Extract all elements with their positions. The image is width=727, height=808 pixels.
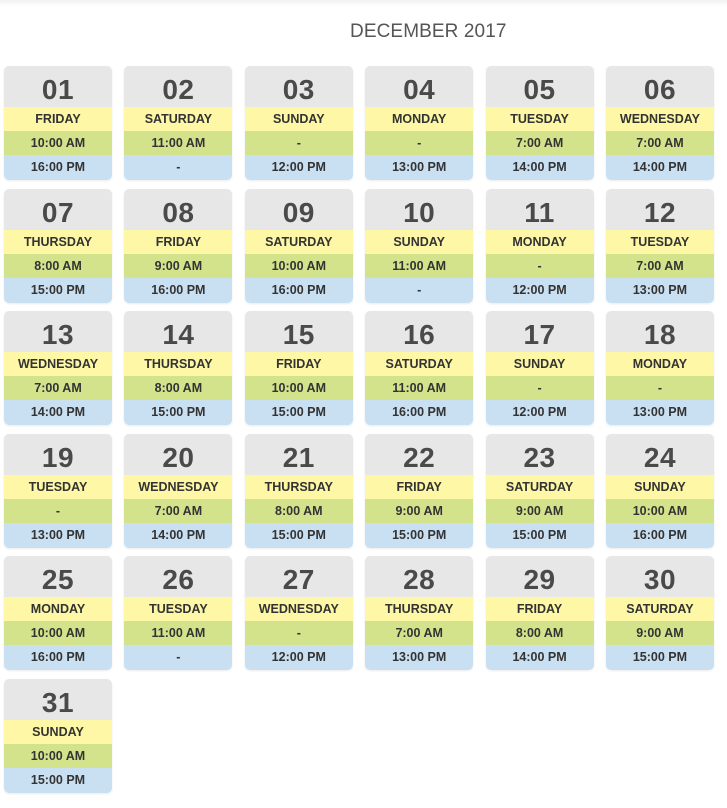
day-number: 13 [4, 311, 112, 352]
afternoon-time: 13:00 PM [4, 523, 112, 548]
weekday-label: TUESDAY [606, 230, 714, 254]
weekday-label: WEDNESDAY [245, 597, 353, 621]
weekday-label: MONDAY [4, 597, 112, 621]
afternoon-time: 15:00 PM [606, 645, 714, 670]
day-card[interactable] [486, 189, 594, 303]
morning-time: 7:00 AM [365, 621, 473, 645]
day-number: 24 [606, 434, 714, 475]
day-number: 28 [365, 556, 473, 597]
day-card[interactable] [4, 556, 112, 670]
weekday-label: THURSDAY [124, 352, 232, 376]
weekday-label: FRIDAY [124, 230, 232, 254]
morning-time: 7:00 AM [486, 131, 594, 155]
afternoon-time: 16:00 PM [4, 155, 112, 180]
afternoon-time: - [124, 155, 232, 180]
morning-time: - [245, 621, 353, 645]
day-card[interactable] [486, 311, 594, 425]
day-card[interactable] [606, 434, 714, 548]
day-number: 11 [486, 189, 594, 230]
weekday-label: SATURDAY [245, 230, 353, 254]
afternoon-time: 12:00 PM [486, 278, 594, 303]
day-card[interactable] [365, 66, 473, 180]
weekday-label: TUESDAY [486, 107, 594, 131]
day-number: 18 [606, 311, 714, 352]
day-number: 21 [245, 434, 353, 475]
morning-time: 10:00 AM [245, 254, 353, 278]
day-number: 15 [245, 311, 353, 352]
afternoon-time: 12:00 PM [245, 645, 353, 670]
afternoon-time: 12:00 PM [486, 400, 594, 425]
afternoon-time: 12:00 PM [245, 155, 353, 180]
day-card[interactable] [4, 311, 112, 425]
top-divider [0, 0, 727, 6]
day-card[interactable] [245, 66, 353, 180]
morning-time: - [486, 376, 594, 400]
day-number: 29 [486, 556, 594, 597]
weekday-label: SATURDAY [606, 597, 714, 621]
morning-time: 10:00 AM [4, 744, 112, 768]
day-card[interactable] [606, 66, 714, 180]
day-card[interactable] [245, 556, 353, 670]
day-card[interactable] [124, 434, 232, 548]
afternoon-time: 16:00 PM [245, 278, 353, 303]
morning-time: 9:00 AM [365, 499, 473, 523]
day-card[interactable] [486, 434, 594, 548]
weekday-label: SUNDAY [245, 107, 353, 131]
afternoon-time: 14:00 PM [606, 155, 714, 180]
day-number: 02 [124, 66, 232, 107]
afternoon-time: - [365, 278, 473, 303]
weekday-label: WEDNESDAY [4, 352, 112, 376]
day-card[interactable] [245, 434, 353, 548]
morning-time: 10:00 AM [606, 499, 714, 523]
weekday-label: TUESDAY [124, 597, 232, 621]
day-card[interactable] [245, 189, 353, 303]
day-card[interactable] [4, 679, 112, 793]
morning-time: 9:00 AM [124, 254, 232, 278]
morning-time: 9:00 AM [606, 621, 714, 645]
afternoon-time: 14:00 PM [486, 645, 594, 670]
morning-time: 7:00 AM [4, 376, 112, 400]
afternoon-time: 13:00 PM [365, 155, 473, 180]
day-number: 05 [486, 66, 594, 107]
weekday-label: THURSDAY [365, 597, 473, 621]
afternoon-time: 15:00 PM [245, 400, 353, 425]
weekday-label: FRIDAY [4, 107, 112, 131]
day-card[interactable] [606, 189, 714, 303]
afternoon-time: 16:00 PM [124, 278, 232, 303]
morning-time: - [4, 499, 112, 523]
morning-time: 11:00 AM [124, 131, 232, 155]
day-card[interactable] [365, 556, 473, 670]
weekday-label: SUNDAY [365, 230, 473, 254]
day-number: 04 [365, 66, 473, 107]
day-number: 03 [245, 66, 353, 107]
weekday-label: THURSDAY [4, 230, 112, 254]
day-card[interactable] [4, 434, 112, 548]
weekday-label: SATURDAY [365, 352, 473, 376]
weekday-label: TUESDAY [4, 475, 112, 499]
weekday-label: MONDAY [365, 107, 473, 131]
morning-time: 9:00 AM [486, 499, 594, 523]
day-card[interactable] [124, 66, 232, 180]
day-number: 27 [245, 556, 353, 597]
morning-time: 7:00 AM [606, 254, 714, 278]
day-number: 08 [124, 189, 232, 230]
morning-time: 8:00 AM [4, 254, 112, 278]
day-card[interactable] [245, 311, 353, 425]
morning-time: 8:00 AM [245, 499, 353, 523]
day-number: 01 [4, 66, 112, 107]
morning-time: 7:00 AM [606, 131, 714, 155]
day-card[interactable] [606, 556, 714, 670]
weekday-label: WEDNESDAY [606, 107, 714, 131]
afternoon-time: 13:00 PM [365, 645, 473, 670]
day-number: 20 [124, 434, 232, 475]
morning-time: 10:00 AM [4, 131, 112, 155]
weekday-label: FRIDAY [486, 597, 594, 621]
weekday-label: THURSDAY [245, 475, 353, 499]
weekday-label: SUNDAY [606, 475, 714, 499]
weekday-label: WEDNESDAY [124, 475, 232, 499]
day-number: 25 [4, 556, 112, 597]
morning-time: 10:00 AM [4, 621, 112, 645]
day-number: 14 [124, 311, 232, 352]
day-number: 17 [486, 311, 594, 352]
afternoon-time: - [124, 645, 232, 670]
morning-time: - [606, 376, 714, 400]
day-card[interactable] [4, 66, 112, 180]
morning-time: - [486, 254, 594, 278]
morning-time: 8:00 AM [124, 376, 232, 400]
month-title: DECEMBER 2017 [350, 21, 507, 42]
day-card[interactable] [124, 311, 232, 425]
weekday-label: SUNDAY [486, 352, 594, 376]
weekday-label: MONDAY [606, 352, 714, 376]
weekday-label: FRIDAY [365, 475, 473, 499]
day-number: 31 [4, 679, 112, 720]
afternoon-time: 13:00 PM [606, 278, 714, 303]
day-number: 12 [606, 189, 714, 230]
day-card[interactable] [606, 311, 714, 425]
day-number: 26 [124, 556, 232, 597]
morning-time: 11:00 AM [365, 254, 473, 278]
afternoon-time: 16:00 PM [4, 645, 112, 670]
afternoon-time: 15:00 PM [245, 523, 353, 548]
day-card[interactable] [486, 556, 594, 670]
afternoon-time: 13:00 PM [606, 400, 714, 425]
day-number: 10 [365, 189, 473, 230]
day-card[interactable] [365, 434, 473, 548]
morning-time: 10:00 AM [245, 376, 353, 400]
afternoon-time: 15:00 PM [4, 768, 112, 793]
weekday-label: SATURDAY [124, 107, 232, 131]
morning-time: 7:00 AM [124, 499, 232, 523]
day-number: 09 [245, 189, 353, 230]
afternoon-time: 15:00 PM [124, 400, 232, 425]
afternoon-time: 16:00 PM [606, 523, 714, 548]
afternoon-time: 15:00 PM [4, 278, 112, 303]
weekday-label: MONDAY [486, 230, 594, 254]
afternoon-time: 14:00 PM [486, 155, 594, 180]
day-card[interactable] [365, 189, 473, 303]
afternoon-time: 14:00 PM [4, 400, 112, 425]
morning-time: - [245, 131, 353, 155]
afternoon-time: 15:00 PM [365, 523, 473, 548]
morning-time: - [365, 131, 473, 155]
day-card[interactable] [4, 189, 112, 303]
day-card[interactable] [486, 66, 594, 180]
weekday-label: FRIDAY [245, 352, 353, 376]
day-card[interactable] [124, 189, 232, 303]
day-number: 30 [606, 556, 714, 597]
morning-time: 11:00 AM [124, 621, 232, 645]
day-number: 23 [486, 434, 594, 475]
weekday-label: SATURDAY [486, 475, 594, 499]
day-number: 06 [606, 66, 714, 107]
day-number: 19 [4, 434, 112, 475]
day-number: 22 [365, 434, 473, 475]
day-card[interactable] [365, 311, 473, 425]
calendar-grid [4, 66, 719, 793]
morning-time: 8:00 AM [486, 621, 594, 645]
day-number: 07 [4, 189, 112, 230]
day-number: 16 [365, 311, 473, 352]
day-card[interactable] [124, 556, 232, 670]
afternoon-time: 15:00 PM [486, 523, 594, 548]
weekday-label: SUNDAY [4, 720, 112, 744]
afternoon-time: 14:00 PM [124, 523, 232, 548]
afternoon-time: 16:00 PM [365, 400, 473, 425]
morning-time: 11:00 AM [365, 376, 473, 400]
